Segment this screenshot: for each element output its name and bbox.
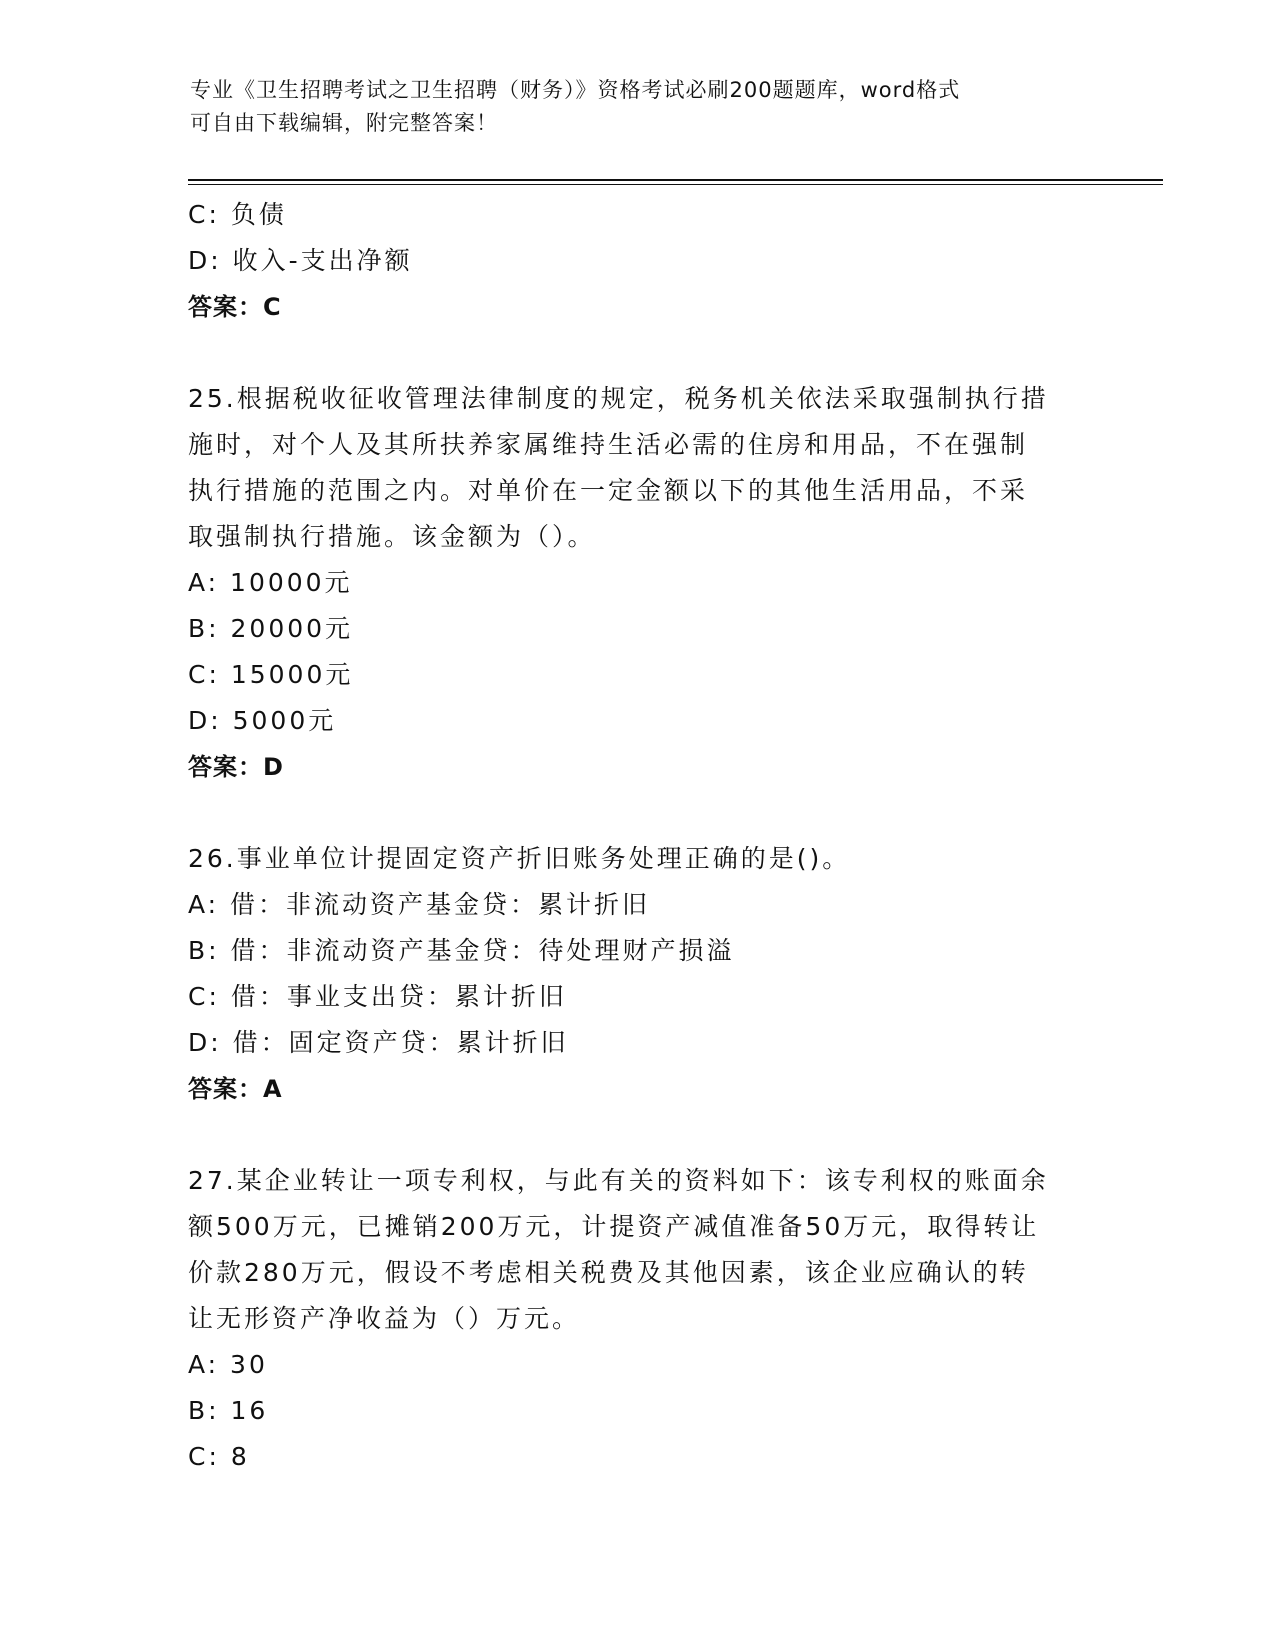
option-c: C: 借：事业支出贷：累计折旧	[188, 982, 567, 1011]
option-b: B: 20000元	[188, 614, 354, 643]
question-text-line: 27.某企业转让一项专利权，与此有关的资料如下：该专利权的账面余	[188, 1166, 1049, 1195]
question-text-line: 让无形资产净收益为（）万元。	[188, 1304, 581, 1333]
option-d: D: 借：固定资产贷：累计折旧	[188, 1028, 569, 1057]
option-d: D: 收入-支出净额	[188, 246, 413, 275]
option-c: C: 15000元	[188, 660, 354, 689]
option-c: C: 8	[188, 1442, 250, 1471]
answer-line: 答案：A	[188, 1075, 283, 1103]
header-divider-thick	[188, 179, 1163, 181]
answer-line: 答案：D	[188, 753, 284, 781]
option-a: A: 借：非流动资产基金贷：累计折旧	[188, 890, 651, 919]
option-b: B: 16	[188, 1396, 269, 1425]
answer-line: 答案：C	[188, 293, 282, 321]
document-body	[188, 192, 1088, 1480]
option-b: B: 借：非流动资产基金贷：待处理财产损溢	[188, 936, 735, 965]
question-text-line: 取强制执行措施。该金额为（）。	[188, 522, 596, 551]
question-25	[188, 376, 1088, 790]
question-27	[188, 1158, 1088, 1480]
question-text-line: 26.事业单位计提固定资产折旧账务处理正确的是()。	[188, 844, 851, 873]
question-text-line: 额500万元，已摊销200万元，计提资产减值准备50万元，取得转让	[188, 1212, 1040, 1241]
question-text-line: 25.根据税收征收管理法律制度的规定，税务机关依法采取强制执行措	[188, 384, 1049, 413]
option-c: C: 负债	[188, 200, 287, 229]
option-d: D: 5000元	[188, 706, 337, 735]
question-text-line: 价款280万元，假设不考虑相关税费及其他因素，该企业应确认的转	[188, 1258, 1029, 1287]
previous-question-tail	[188, 192, 1088, 330]
option-a: A: 30	[188, 1350, 268, 1379]
option-a: A: 10000元	[188, 568, 353, 597]
document-header	[190, 74, 1090, 140]
header-line-1: 专业《卫生招聘考试之卫生招聘（财务）》资格考试必刷200题题库，word格式	[190, 78, 961, 102]
question-26	[188, 836, 1088, 1112]
question-text-line: 执行措施的范围之内。对单价在一定金额以下的其他生活用品，不采	[188, 476, 1029, 505]
header-line-2: 可自由下载编辑，附完整答案！	[190, 111, 498, 135]
question-text-line: 施时，对个人及其所扶养家属维持生活必需的住房和用品，不在强制	[188, 430, 1029, 459]
header-divider-thin	[188, 184, 1163, 185]
